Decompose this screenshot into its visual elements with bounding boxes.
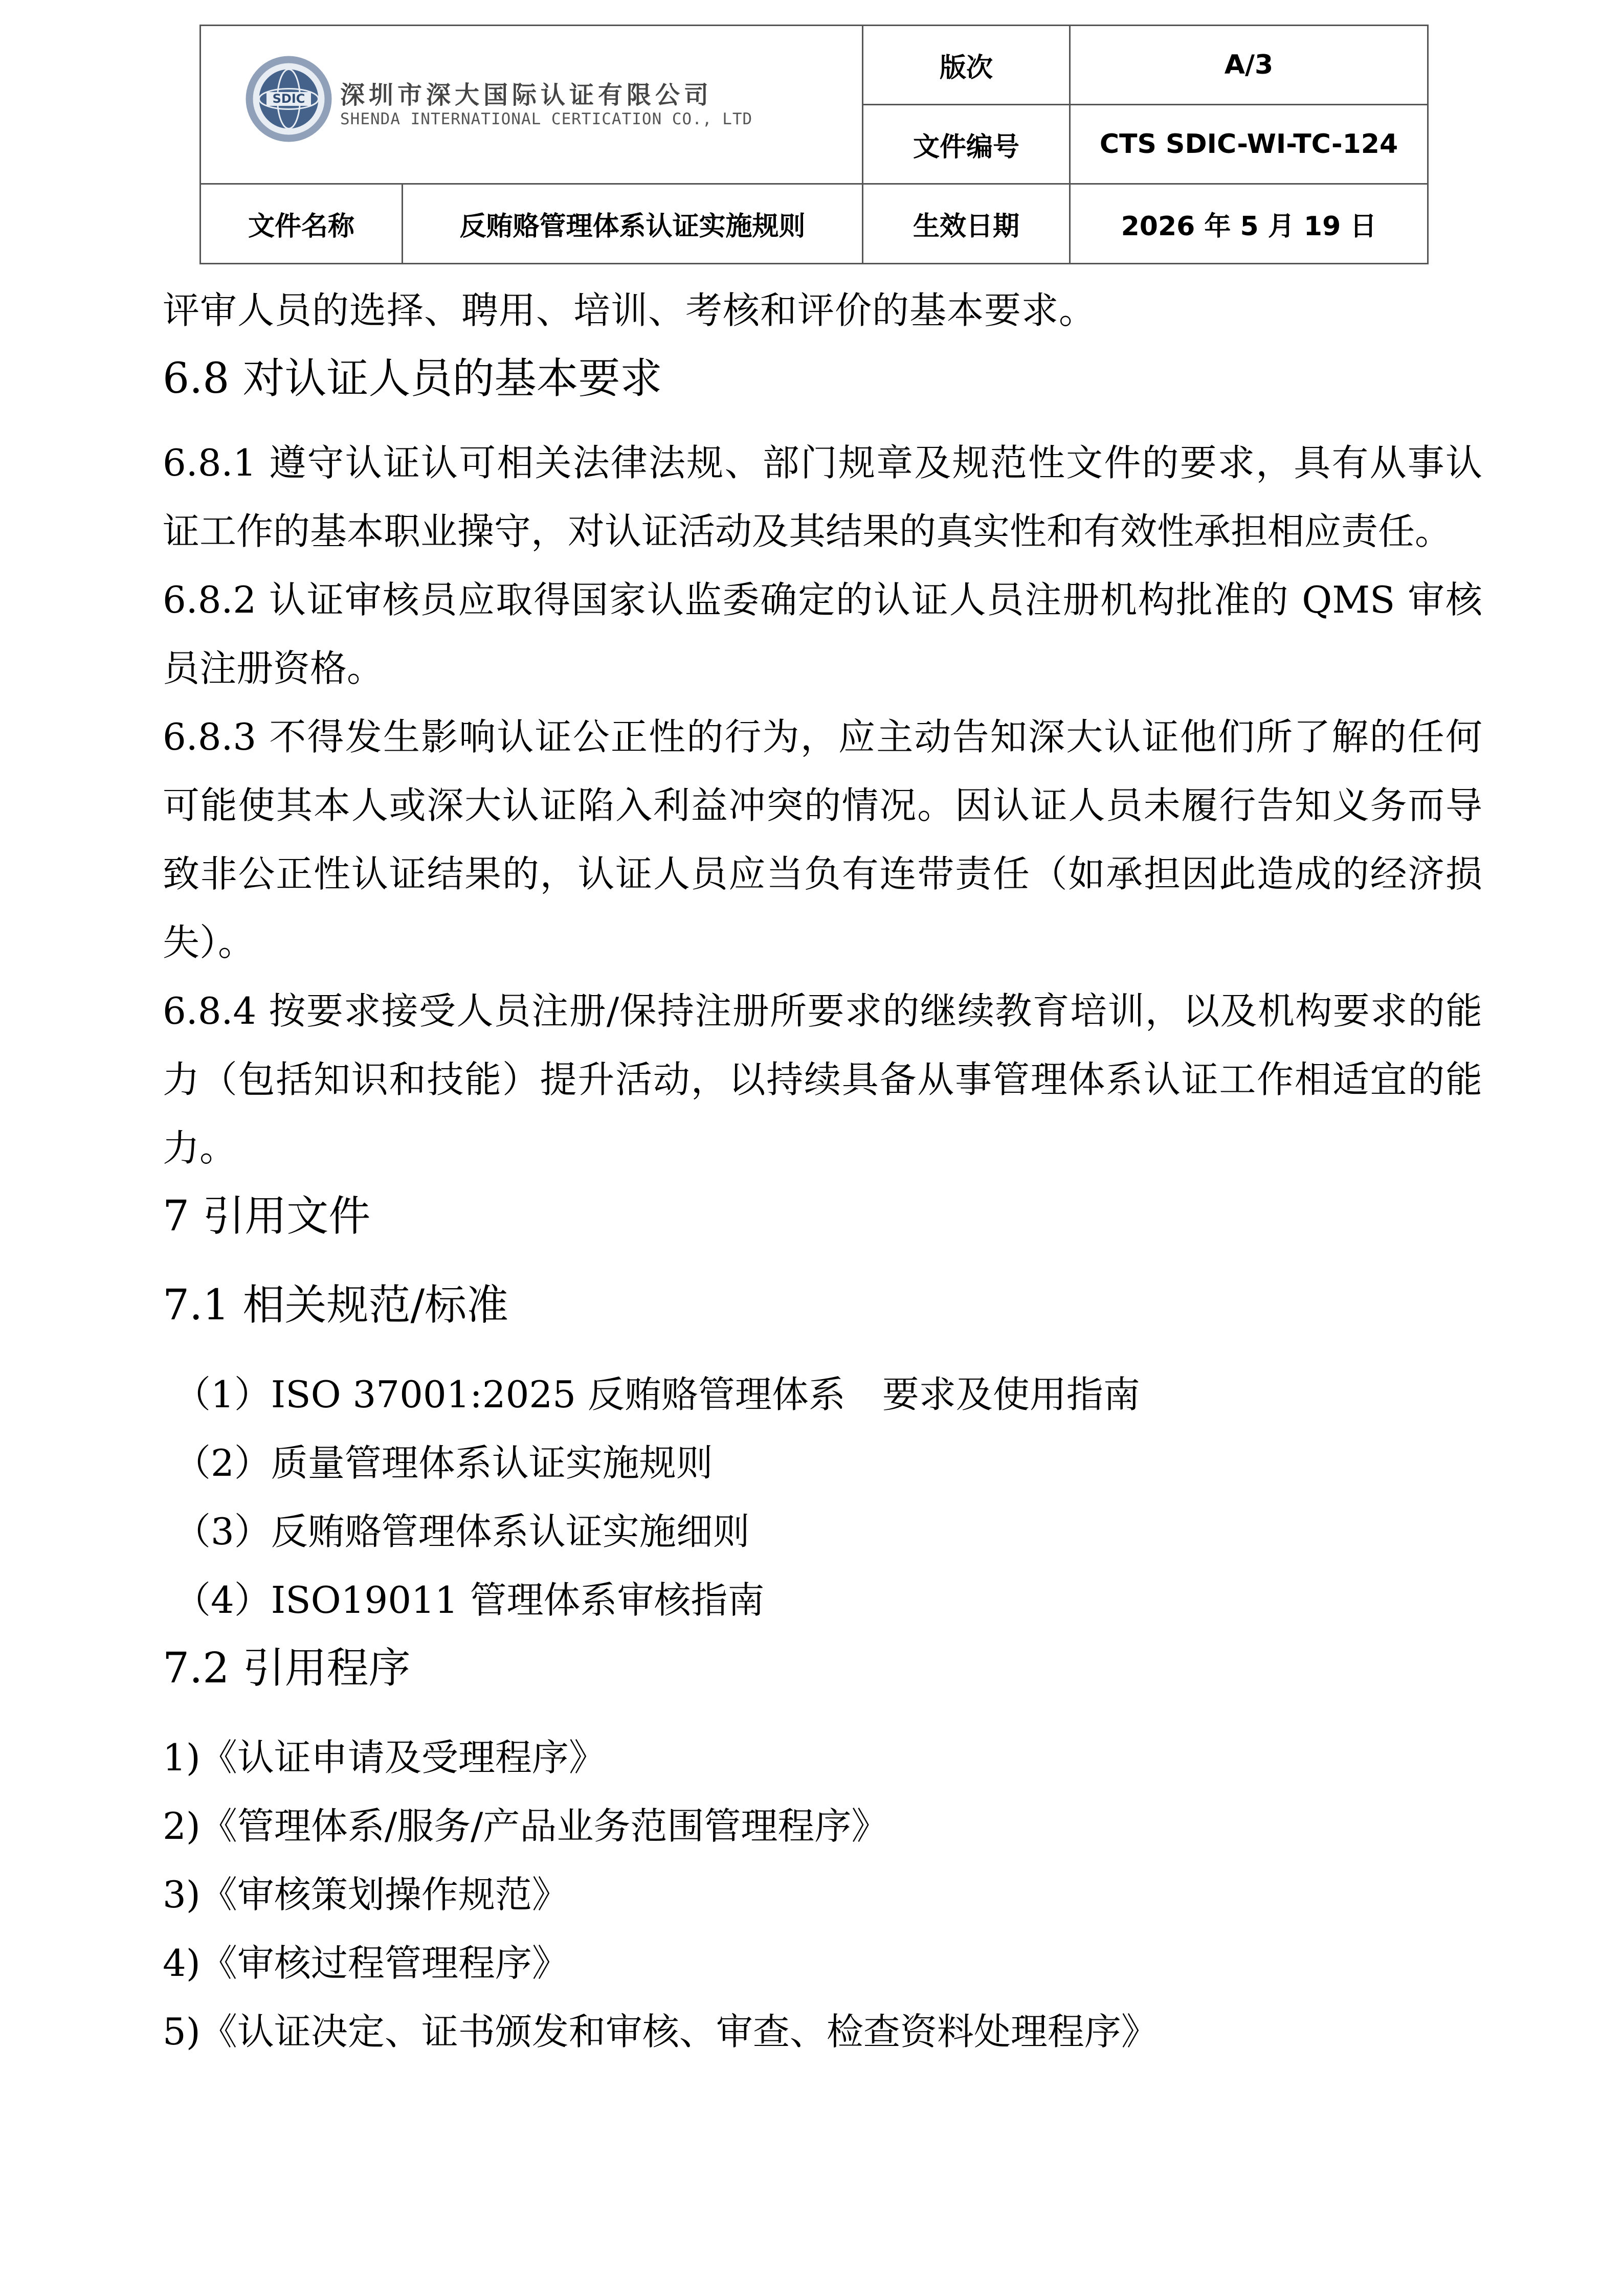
company-name-en: SHENDA INTERNATIONAL CERTICATION CO., LTD	[340, 110, 753, 128]
logo-text: SDIC	[272, 92, 305, 106]
procedure-item: 3)《审核策划操作规范》	[163, 1873, 569, 1916]
standard-item: （1）ISO 37001:2025 反贿赂管理体系 要求及使用指南	[174, 1373, 1140, 1416]
effective-date-label: 生效日期	[863, 184, 1070, 264]
paragraph-6-8-2: 6.8.2 认证审核员应取得国家认监委确定的认证人员注册机构批准的 QMS 审核员注册资格。	[163, 578, 1482, 690]
procedure-item: 4)《审核过程管理程序》	[163, 1942, 569, 1985]
procedure-item: 1)《认证申请及受理程序》	[163, 1736, 606, 1779]
section-7-heading: 7 引用文件	[163, 1192, 371, 1241]
procedure-item: 2)《管理体系/服务/产品业务范围管理程序》	[163, 1805, 888, 1848]
company-name-cn: 深圳市深大国际认证有限公司	[340, 81, 713, 109]
intro-text: 评审人员的选择、聘用、培训、考核和评价的基本要求。	[163, 289, 1097, 332]
document-header-table	[199, 25, 1429, 264]
section-7-2-heading: 7.2 引用程序	[163, 1644, 411, 1693]
procedure-item: 5)《认证决定、证书颁发和审核、审查、检查资料处理程序》	[163, 2010, 1158, 2053]
paragraph-6-8-3: 6.8.3 不得发生影响认证公正性的行为，应主动告知深大认证他们所了解的任何可能使其本人或深大认证陷入利益冲突的情况。因认证人员未履行告知义务而导致非公正性认证结果的，认证人员应当负有连带责任（如承担因此造成的经济损失）。	[163, 715, 1482, 964]
company-logo-cell	[201, 26, 863, 184]
doc-no-label: 文件编号	[863, 105, 1070, 184]
version-value: A/3	[1070, 26, 1428, 105]
doc-no-value: CTS SDIC-WI-TC-124	[1070, 105, 1428, 184]
doc-name-value: 反贿赂管理体系认证实施规则	[403, 184, 863, 264]
company-logo-icon	[244, 54, 333, 144]
paragraph-6-8-1: 6.8.1 遵守认证认可相关法律法规、部门规章及规范性文件的要求，具有从事认证工作的基本职业操守，对认证活动及其结果的真实性和有效性承担相应责任。	[163, 441, 1482, 553]
standard-item: （3）反贿赂管理体系认证实施细则	[174, 1510, 750, 1553]
standard-item: （2）质量管理体系认证实施规则	[174, 1442, 713, 1484]
standard-item: （4）ISO19011 管理体系审核指南	[174, 1579, 765, 1622]
version-label: 版次	[863, 26, 1070, 105]
paragraph-6-8-4: 6.8.4 按要求接受人员注册/保持注册所要求的继续教育培训，以及机构要求的能力（包括知识和技能）提升活动，以持续具备从事管理体系认证工作相适宜的能力。	[163, 989, 1482, 1169]
section-7-1-heading: 7.1 相关规范/标准	[163, 1281, 509, 1330]
doc-name-label: 文件名称	[201, 184, 403, 264]
effective-date-value: 2026 年 5 月 19 日	[1070, 184, 1428, 264]
document-body	[163, 276, 1482, 2066]
section-6-8-heading: 6.8 对认证人员的基本要求	[163, 354, 662, 403]
